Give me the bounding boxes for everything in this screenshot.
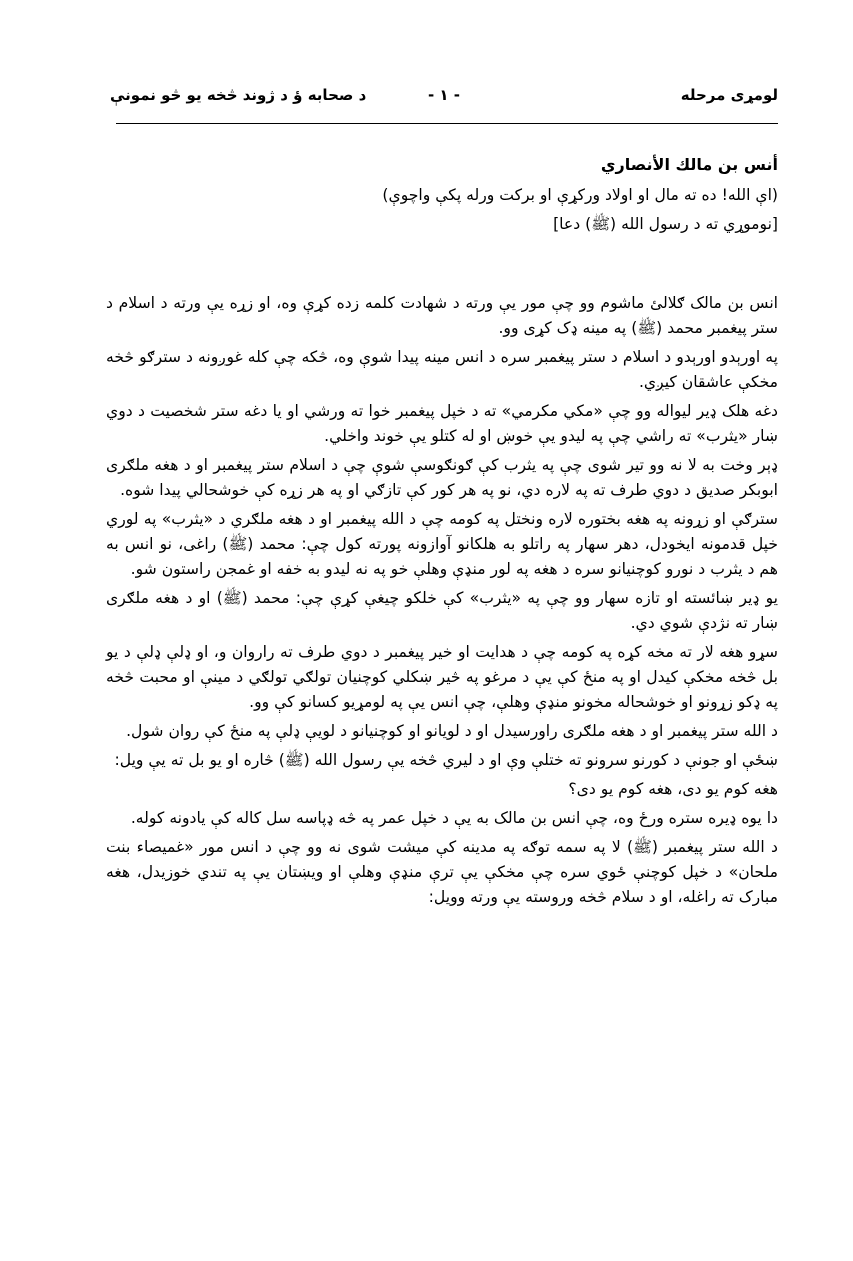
paragraph: هغه کوم یو دی، هغه کوم یو دی؟ [568, 780, 778, 798]
page-number: - ۱ - [427, 86, 461, 104]
paragraph: د الله ستر پیغمبر (ﷺ) لا په سمه توګه په مدینه کې میشت شوی نه وو چې د انس مور «غمیصاء بنت ملحان» د خپل کوچنې ځوي سره چې مخکې یې ترې منډې وهلې او ویښتان یې په تندي خوزیدل، هغه مبارک ته راغله، او د سلام څخه وروسته یې ورته وویل: [106, 838, 778, 906]
paragraph: د الله ستر پیغمبر او د هغه ملګری راورسیدل او د لویانو او کوچنیانو د لویې ډلې په منځ کې روان شول. [126, 722, 778, 740]
header-divider [116, 123, 778, 124]
page-header [110, 80, 778, 112]
header-book-title: د صحابه ؤ د ژوند څخه یو څو نمونې [110, 86, 367, 104]
page-body [106, 152, 778, 914]
spacer [106, 241, 778, 291]
dua-caption: [نوموړي ته د رسول الله (ﷺ) دعا] [553, 215, 778, 233]
paragraph: دا یوه ډیره ستره ورځ وه، چې انس بن مالک به یې د خپل عمر په څه ډپاسه سل کاله کې یادونه کوله. [130, 809, 778, 827]
paragraph: په اورېدو اورېدو د اسلام د ستر پیغمبر سره د انس مینه پیدا شوې وه، څکه چې کله غوږونه د سترګو څخه مخکې عاشقان کیږي. [106, 348, 778, 391]
paragraph: دغه هلک ډیر لیواله وو چې «مکي مکرمي» ته د خپل پیغمبر خوا ته ورشي او یا دغه ستر شخصیت د دوي ښار «یثرب» ته راشي چې په لیدو یې خوښ او له کتلو یې خوند واخلي. [106, 402, 778, 445]
paragraph: ښځې او جونې د کورنو سرونو ته ختلې وې او د لیري څخه یې رسول الله (ﷺ) څاره او یو بل ته یې ویل: [114, 751, 778, 769]
paragraph: سترګې او زړونه په هغه بختوره لاره ونختل په کومه چې د الله پیغمبر او د هغه ملګري د «یثرب» په لوري خپل قدمونه ایخودل، دهر سهار په راتلو به هلکانو آوازونه پورته کول چې: محمد (ﷺ) راغی، نو انس به هم د یثرب د نورو کوچنیانو سره د هغه په لور منډې وهلې خو په نه لیدو به خفه او غمجن راستون شو. [106, 510, 778, 578]
paragraph: ډېر وخت به لا نه وو تیر شوی چې په یثرب کې ګونګوسې شوې چې د اسلام ستر پیغمبر او د هغه ملګری ابوبکر صدیق د دوي طرف ته په لاره دي، نو په هر کور کې تازګي او په هر زړه کې خوشحالي پیدا شوه. [106, 456, 778, 499]
paragraph: یو ډیر ښائسته او تازه سهار وو چې په «یثرب» کې خلکو چیغې کړې چې: محمد (ﷺ) او د هغه ملګری ښار ته نژدې شوي دي. [106, 589, 778, 632]
paragraph: انس بن مالک ګلالئ ماشوم وو چې مور یې ورته د شهادت کلمه زده کړې وه، او زړه یې ورته د اسلام د ستر پیغمبر محمد (ﷺ) په مینه ډک کړی وو. [106, 294, 778, 337]
paragraph: سړو هغه لار ته مخه کړه په کومه چې د هدایت او خیر پیغمبر د دوي طرف ته راروان و، او ډلې ډلې د یو بل څخه مخکې کیدل او په منځ کې یې د مرغو په څیر ښکلي کوچنیان تولګي تولګي د مینې او محبت څخه په ډکو زړونو او خوشحاله مخونو منډې وهلې، چې انس یې په لومړیو کسانو کې وو. [106, 643, 778, 711]
dua-text: (اې الله! ده ته مال او اولاد ورکړې او برکت ورله پکې واچوې) [382, 186, 778, 204]
header-section-title: لومړی مرحله [680, 86, 778, 104]
chapter-title: أنس بن مالك الأنصاري [600, 155, 778, 174]
